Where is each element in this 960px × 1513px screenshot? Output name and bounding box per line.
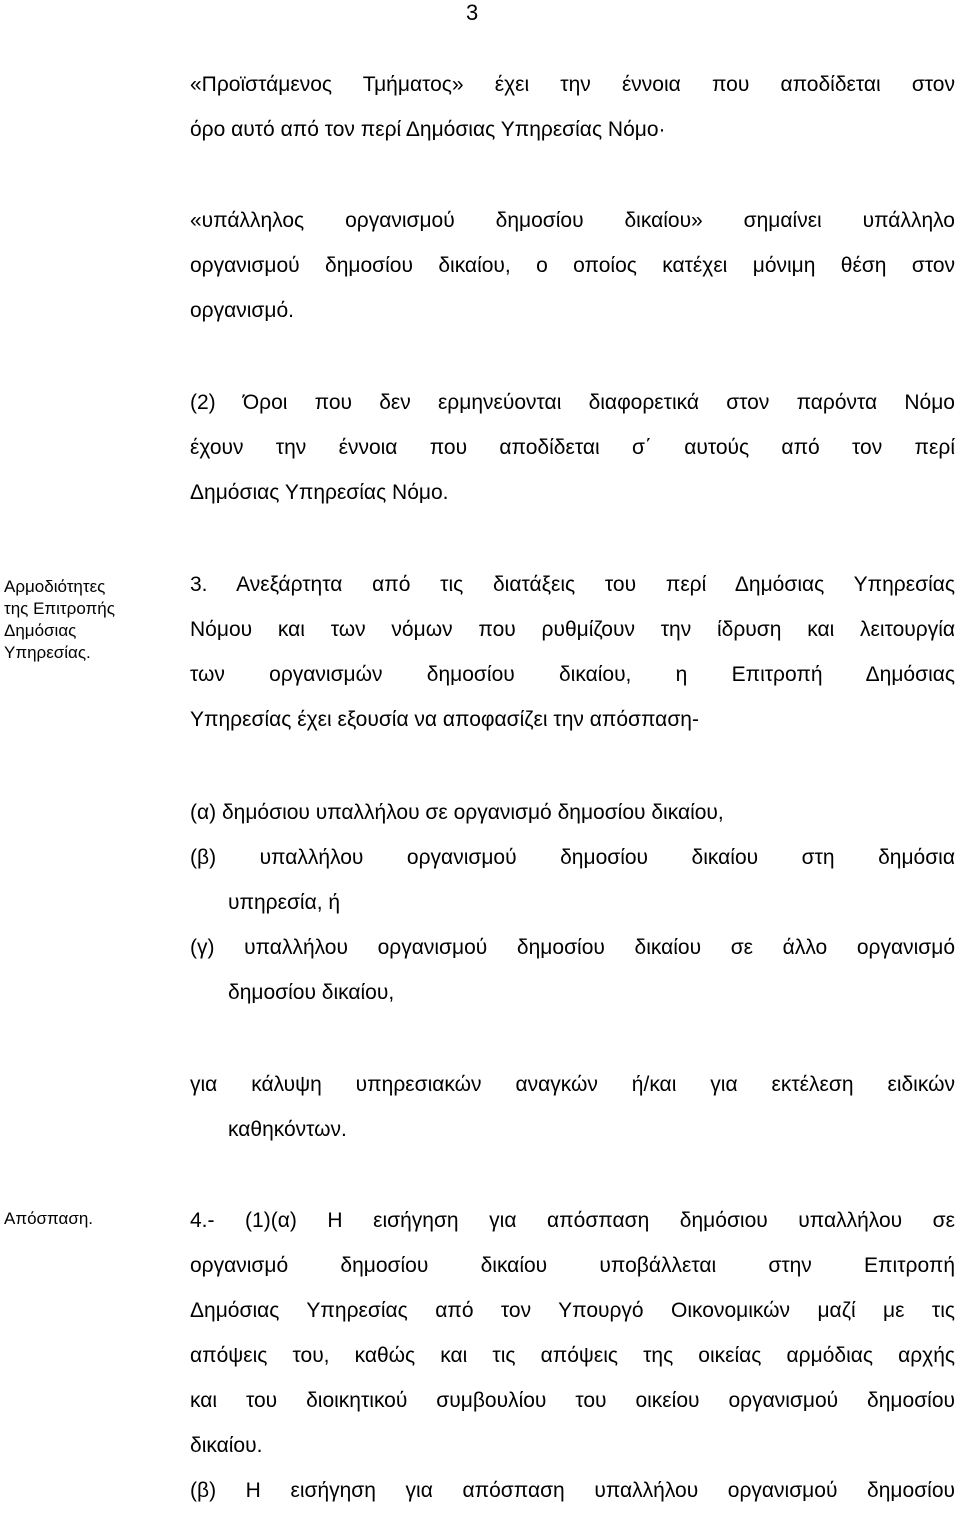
section-3-item-b	[190, 835, 955, 925]
text-line: οργανισμό.	[190, 299, 295, 322]
text-line: των οργανισμών δημοσίου δικαίου, η Επιτροπή Δημόσιας	[190, 663, 955, 686]
text-line: Δημόσιας Υπηρεσίας Νόμο.	[190, 481, 449, 504]
text-line: (γ) υπαλλήλου οργανισμού δημοσίου δικαίου σε άλλο οργανισμό	[190, 936, 955, 959]
text-line: (β) υπαλλήλου οργανισμού δημοσίου δικαίου στη δημόσια	[190, 846, 955, 869]
text-line: οργανισμού δημοσίου δικαίου, ο οποίος κατέχει μόνιμη θέση στον	[190, 254, 955, 277]
text-line: Υπηρεσίας έχει εξουσία να αποφασίζει την απόσπαση-	[190, 708, 699, 731]
margin-note-line: Υπηρεσίας.	[4, 643, 91, 662]
text-line: απόψεις του, καθώς και τις απόψεις της οικείας αρμόδιας αρχής	[190, 1344, 955, 1367]
definition-public-body-employee	[190, 198, 955, 333]
text-line: (α) δημόσιου υπαλλήλου σε οργανισμό δημοσίου δικαίου,	[190, 801, 724, 824]
margin-note-line: Αρμοδιότητες	[4, 577, 106, 596]
text-line: δημοσίου δικαίου,	[228, 981, 395, 1004]
definition-head-of-department	[190, 62, 955, 152]
text-line: δικαίου.	[190, 1434, 263, 1457]
text-line: για κάλυψη υπηρεσιακών αναγκών ή/και για εκτέλεση ειδικών	[190, 1073, 955, 1096]
text-line: υπηρεσία, ή	[228, 891, 341, 914]
text-line: (β) Η εισήγηση για απόσπαση υπαλλήλου οργανισμού δημοσίου	[190, 1479, 955, 1502]
section-3	[190, 562, 955, 742]
section-3-item-a	[190, 790, 955, 835]
margin-note-line: Δημόσιας	[4, 621, 77, 640]
text-line: και του διοικητικού συμβουλίου του οικείου οργανισμού δημοσίου	[190, 1389, 955, 1412]
margin-note-line: της Επιτροπής	[4, 599, 115, 618]
margin-note-line: Απόσπαση.	[4, 1209, 94, 1228]
text-line: «υπάλληλος οργανισμού δημοσίου δικαίου» σημαίνει υπάλληλο	[190, 209, 955, 232]
text-line: (2) Όροι που δεν ερμηνεύονται διαφορετικά στον παρόντα Νόμο	[190, 391, 955, 414]
text-line: 4.- (1)(α) Η εισήγηση για απόσπαση δημόσιου υπαλλήλου σε	[190, 1209, 955, 1232]
section-3-closing	[190, 1062, 955, 1152]
text-line: όρο αυτό από τον περί Δημόσιας Υπηρεσίας Νόμο·	[190, 118, 666, 141]
section-3-item-c	[190, 925, 955, 1015]
text-line: καθηκόντων.	[228, 1118, 347, 1141]
margin-note-section-3	[4, 576, 164, 664]
text-line: 3. Ανεξάρτητα από τις διατάξεις του περί Δημόσιας Υπηρεσίας	[190, 573, 955, 596]
section-4	[190, 1198, 955, 1513]
page-number: 3	[466, 0, 479, 25]
text-line: Δημόσιας Υπηρεσίας από τον Υπουργό Οικονομικών μαζί με τις	[190, 1299, 955, 1322]
text-line: έχουν την έννοια που αποδίδεται σ΄ αυτούς από τον περί	[190, 436, 955, 459]
margin-note-section-4	[4, 1208, 164, 1230]
text-line: «Προϊστάμενος Τμήματος» έχει την έννοια που αποδίδεται στον	[190, 73, 955, 96]
text-line: οργανισμό δημοσίου δικαίου υποβάλλεται στην Επιτροπή	[190, 1254, 955, 1277]
text-line: Νόμου και των νόμων που ρυθμίζουν την ίδρυση και λειτουργία	[190, 618, 955, 641]
subsection-2	[190, 380, 955, 515]
